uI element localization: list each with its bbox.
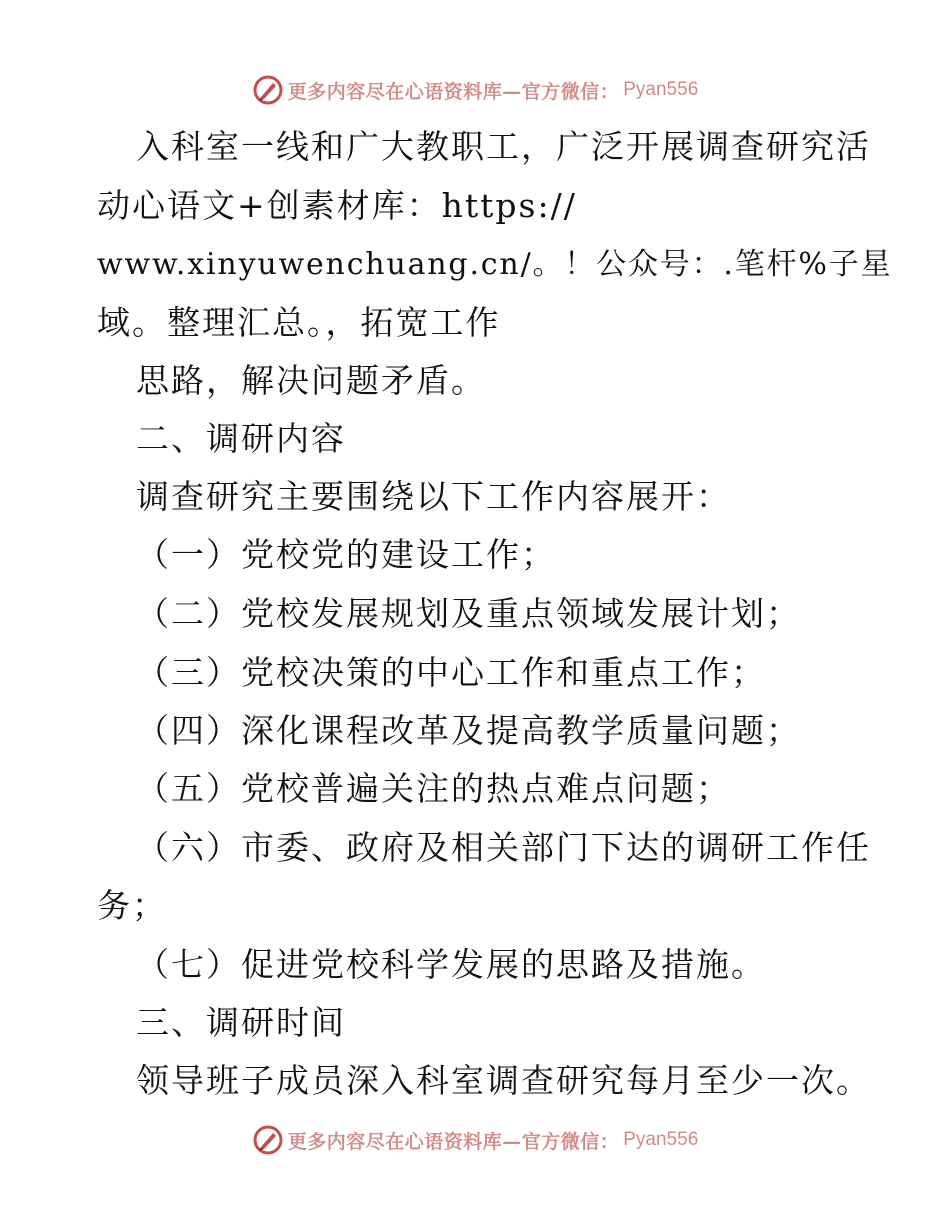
list-item: （二）党校发展规划及重点领域发展计划； <box>136 594 801 633</box>
body-line: www.xinyuwenchuang.cn/。！公众号：.笔杆%子星 <box>97 247 893 282</box>
list-item: （三）党校决策的中心工作和重点工作； <box>136 653 766 692</box>
watermark-id: Pyan556 <box>623 1129 699 1150</box>
list-item: （五）党校普遍关注的热点难点问题； <box>136 769 731 808</box>
list-item: （一）党校党的建设工作； <box>136 535 556 574</box>
body-line: 调查研究主要围绕以下工作内容展开： <box>136 477 731 516</box>
watermark-text: 更多内容尽在心语资料库—官方微信： <box>287 80 620 103</box>
body-line: 动心语文+创素材库：https:// <box>97 186 577 225</box>
watermark-id: Pyan556 <box>623 79 699 100</box>
brush-logo-icon <box>252 1124 284 1156</box>
list-item: （七）促进党校科学发展的思路及措施。 <box>136 945 766 984</box>
body-line: 域。整理汇总。，拓宽工作 <box>97 303 501 342</box>
body-line: 思路，解决问题矛盾。 <box>136 361 486 400</box>
body-line: 入科室一线和广大教职工，广泛开展调查研究活 <box>136 127 871 166</box>
list-item: （六）市委、政府及相关部门下达的调研工作任 <box>136 828 871 867</box>
watermark-text: 更多内容尽在心语资料库—官方微信： <box>287 1130 620 1153</box>
section-heading: 二、调研内容 <box>136 419 346 458</box>
list-item: （四）深化课程改革及提高教学质量问题； <box>136 711 801 750</box>
section-heading: 三、调研时间 <box>136 1003 346 1042</box>
body-line: 领导班子成员深入科室调查研究每月至少一次。 <box>136 1061 871 1100</box>
footer-watermark <box>0 1120 950 1160</box>
list-item-continuation: 务； <box>97 886 167 925</box>
